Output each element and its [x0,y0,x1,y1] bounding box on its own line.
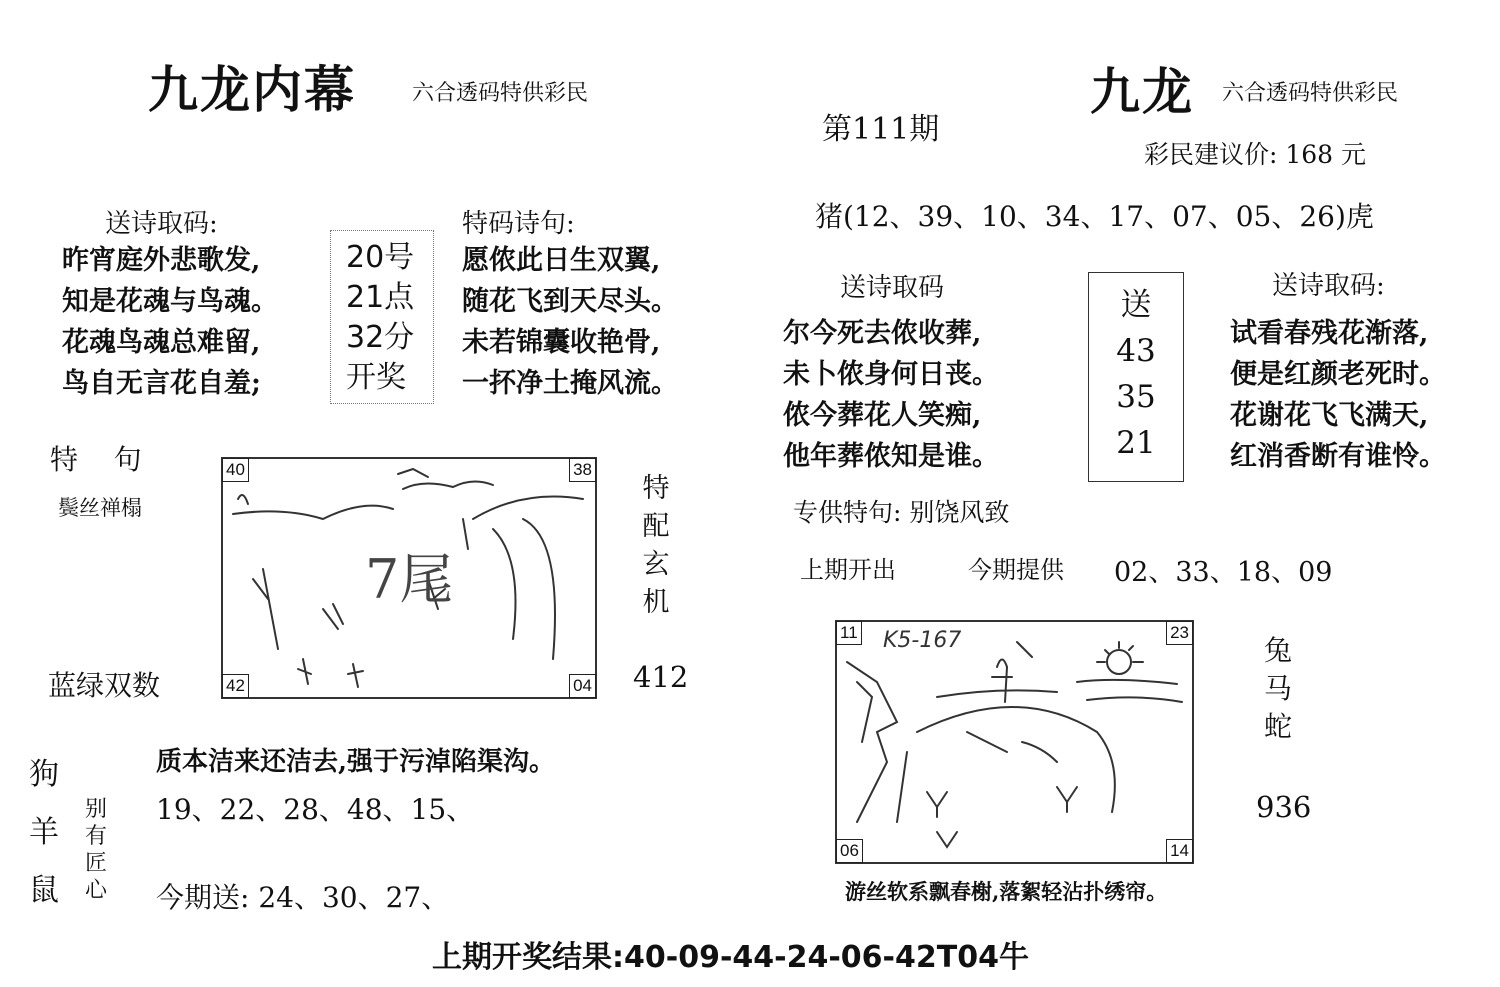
vertical-char: 兔 [1263,634,1292,667]
poem-line: 花魂鸟魂总难留, [62,327,261,358]
corner-number-bottom-left: 06 [836,839,863,863]
zodiac-vertical [24,746,64,920]
vertical-char: 心 [84,878,107,903]
right-numbers: 猪(12、39、10、34、17、07、05、26)虎 [815,200,1374,233]
left-sketch-text: 7尾 [365,548,454,611]
left-side-number: 412 [633,660,689,694]
today-send: 今期送: 24、30、27、 [156,881,450,914]
draw-label: 开奖 [346,360,406,395]
poem-line: 红消香断有谁怜。 [1230,441,1446,472]
vertical-char: 别 [84,797,107,822]
vertical-char: 羊 [29,815,59,850]
right-caption: 游丝软系飘春榭,落絮轻沾扑绣帘。 [845,879,1168,904]
draw-time [346,238,414,398]
left-poem-heading: 送诗取码: [105,209,218,239]
poem-line: 随花飞到天尽头。 [462,286,678,317]
poem-line: 未卜侬身何日丧。 [783,359,999,390]
left-poem [62,240,278,404]
corner-number-bottom-right: 14 [1166,839,1193,863]
send-box-content [1088,282,1184,466]
provide-numbers: 02、33、18、09 [1114,557,1333,588]
poem-line: 知是花魂与鸟魂。 [62,286,278,317]
special-poem-heading: 特码诗句: [462,209,575,239]
bie-vertical [76,796,116,904]
teju-text: 鬓丝禅榻 [58,496,142,520]
special-poem [462,240,678,404]
corner-number-top-right: 38 [569,458,596,482]
vertical-char: 有 [84,824,107,849]
price: 彩民建议价: 168 元 [1144,140,1367,169]
send-number: 43 [1116,333,1156,369]
poem-line: 一抔净土掩风流。 [462,368,678,399]
corner-number-bottom-left: 42 [222,674,249,698]
vertical-char: 机 [642,587,670,618]
right-sketch-image [837,622,1192,862]
poem-line: 花谢花飞飞满天, [1230,400,1429,431]
draw-minute: 32分 [346,320,415,355]
right-side-vertical [1258,632,1298,746]
right-poem2 [1230,313,1446,477]
corner-number-bottom-right: 04 [569,674,596,698]
last-out-label: 上期开出 [800,556,896,584]
vertical-char: 配 [642,511,670,542]
right-sketch-frame [835,620,1194,864]
poem-line: 尔今死去侬收葬, [783,318,982,349]
special-line: 专供特句: 别饶风致 [793,498,1010,527]
vertical-char: 鼠 [29,873,59,908]
poem-line: 鸟自无言花自羞; [62,368,261,399]
right-side-number: 936 [1256,790,1312,824]
draw-hour: 21点 [346,280,415,315]
vertical-char: 马 [1263,672,1292,705]
today-provide-label: 今期提供 [968,556,1064,584]
left-title: 九龙内幕 [148,60,356,119]
right-poem1 [783,313,999,477]
left-side-vertical [636,470,676,622]
poem-line: 他年葬侬知是谁。 [783,441,999,472]
issue-number: 第111期 [822,112,940,147]
poem-line: 试看春残花渐落, [1230,318,1429,349]
poem-line: 愿侬此日生双翼, [462,245,661,276]
vertical-char: 蛇 [1263,710,1292,743]
send-number: 35 [1116,379,1156,415]
send-number: 21 [1116,425,1156,461]
color-text: 蓝绿双数 [48,669,161,702]
corner-number-top-left: 40 [222,458,249,482]
vertical-char: 狗 [29,757,59,792]
right-poem2-heading: 送诗取码: [1272,271,1385,301]
right-poem1-heading: 送诗取码 [840,273,945,303]
left-poem-line: 质本洁来还洁去,强于污淖陷渠沟。 [156,747,556,777]
right-sketch-text: K5-167 [883,628,962,653]
poem-line: 昨宵庭外悲歌发, [62,245,261,276]
poem-line: 侬今葬花人笑痴, [783,400,982,431]
send-label: 送 [1120,287,1152,323]
left-numbers: 19、22、28、48、15、 [156,793,475,826]
left-sketch-frame [221,457,597,699]
vertical-char: 特 [642,473,670,504]
right-title: 九龙 [1090,62,1194,121]
poem-line: 未若锦囊收艳骨, [462,327,661,358]
corner-number-top-right: 23 [1166,621,1193,645]
poem-line: 便是红颜老死时。 [1230,359,1446,390]
left-subtitle: 六合透码特供彩民 [412,81,589,106]
right-subtitle: 六合透码特供彩民 [1222,81,1399,106]
draw-date: 20号 [346,240,415,275]
teju-label: 特 句 [50,443,142,476]
vertical-char: 匠 [84,851,107,876]
vertical-char: 玄 [642,549,670,580]
footer-result: 上期开奖结果:40-09-44-24-06-42T04牛 [432,940,1029,975]
corner-number-top-left: 11 [836,621,862,645]
